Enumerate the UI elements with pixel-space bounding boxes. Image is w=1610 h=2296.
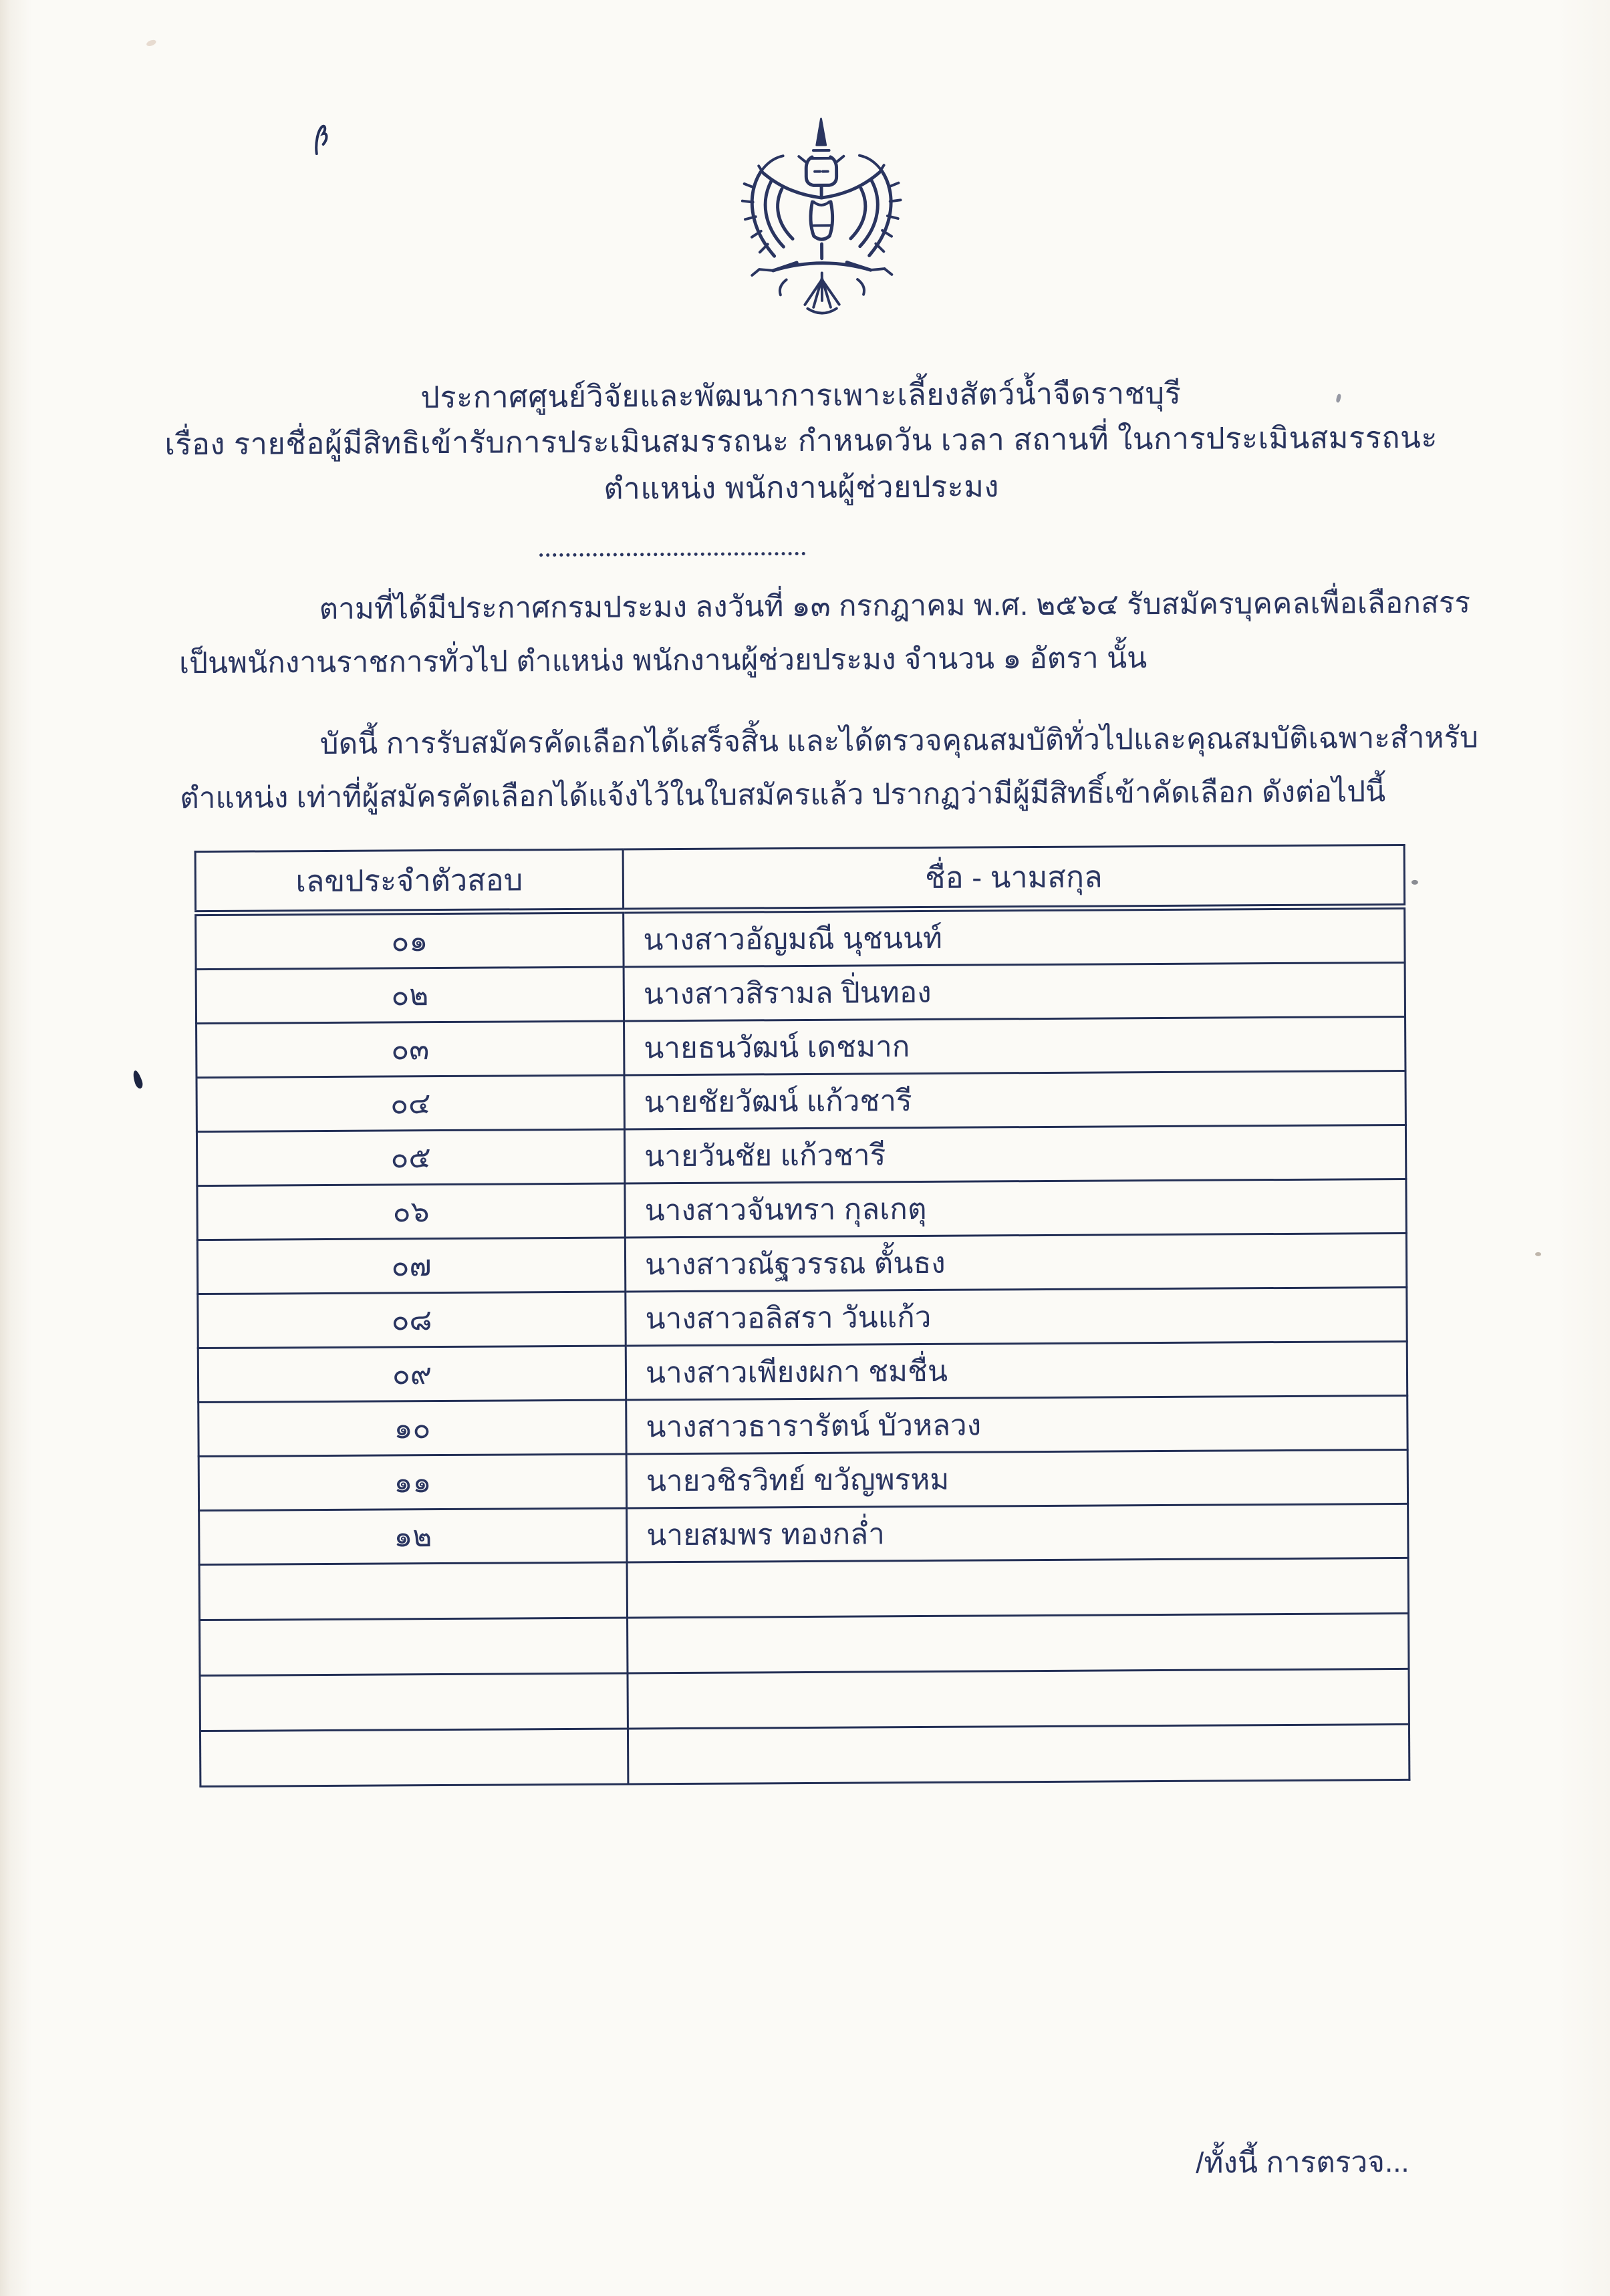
candidate-row bbox=[196, 1125, 1405, 1185]
announcement-subject: เรื่อง รายชื่อผู้มีสิทธิเข้ารับการประเมินสมรรถนะ กำหนดวัน เวลา สถานที่ ในการประเมินสมรรถนะ bbox=[164, 420, 1438, 462]
empty-cell bbox=[199, 1562, 627, 1620]
exam-number-cell: ๐๙ bbox=[198, 1346, 626, 1403]
continuation-note: /ทั้งนี้ การตรวจ... bbox=[1196, 2145, 1410, 2180]
empty-cell bbox=[200, 1618, 628, 1676]
candidate-name-cell: นางสาวเพียงผกา ชมชื่น bbox=[626, 1341, 1407, 1400]
candidate-name-cell: นายวันชัย แก้วชารี bbox=[624, 1125, 1405, 1183]
candidate-row bbox=[197, 1179, 1406, 1240]
exam-number-cell: ๐๑ bbox=[196, 911, 624, 970]
candidate-row bbox=[196, 962, 1405, 1023]
candidate-name-cell: นางสาวณัฐวรรณ ตั้นธง bbox=[625, 1233, 1406, 1292]
garuda-emblem-icon bbox=[720, 114, 922, 353]
candidate-name-cell: นางสาวอัญมณี นุชนนท์ bbox=[624, 906, 1405, 967]
candidate-name-cell: นางสาวอลิสรา วันแก้ว bbox=[626, 1287, 1407, 1346]
header-row bbox=[195, 845, 1404, 913]
exam-number-cell: ๑๐ bbox=[198, 1400, 626, 1457]
exam-number-cell: ๐๖ bbox=[197, 1183, 625, 1240]
candidate-row bbox=[196, 1016, 1405, 1077]
exam-number-cell: ๐๗ bbox=[197, 1238, 625, 1294]
scan-speck bbox=[1412, 880, 1418, 885]
announcement-position: ตำแหน่ง พนักงานผู้ช่วยประมง bbox=[603, 469, 1000, 506]
paragraph1-line1: ตามที่ได้มีประกาศกรมประมง ลงวันที่ ๑๓ กรกฎาคม พ.ศ. ๒๕๖๔ รับสมัครบุคคลเพื่อเลือกสรร bbox=[319, 586, 1471, 626]
empty-cell bbox=[628, 1613, 1409, 1673]
ink-mark-artifact bbox=[314, 124, 329, 155]
exam-number-header: เลขประจำตัวสอบ bbox=[195, 849, 624, 913]
exam-number-cell: ๑๒ bbox=[199, 1508, 627, 1565]
pen-mark-artifact bbox=[131, 1070, 144, 1090]
candidate-row bbox=[196, 1070, 1405, 1131]
candidate-name-cell: นางสาวจันทรา กุลเกตุ bbox=[625, 1179, 1406, 1238]
candidate-name-cell: นายวชิรวิทย์ ขวัญพรหม bbox=[626, 1449, 1407, 1508]
empty-cell bbox=[200, 1729, 628, 1787]
candidate-name-cell: นายชัยวัฒน์ แก้วชารี bbox=[624, 1070, 1405, 1129]
candidate-row bbox=[198, 1341, 1407, 1402]
candidate-name-cell: นางสาวสิรามล ปิ่นทอง bbox=[624, 962, 1405, 1021]
exam-number-cell: ๐๕ bbox=[196, 1129, 624, 1186]
empty-cell bbox=[628, 1669, 1409, 1729]
empty-row bbox=[200, 1669, 1409, 1731]
name-header: ชื่อ - นามสกุล bbox=[623, 845, 1404, 911]
dotted-separator bbox=[539, 535, 805, 557]
announcement-title: ประกาศศูนย์วิจัยและพัฒนาการเพาะเลี้ยงสัตว์น้ำจืดราชบุรี bbox=[420, 376, 1182, 415]
empty-cell bbox=[200, 1673, 628, 1731]
candidate-row bbox=[199, 1503, 1408, 1564]
candidate-name-cell: นายธนวัฒน์ เดชมาก bbox=[624, 1016, 1405, 1075]
candidate-row bbox=[198, 1395, 1407, 1456]
candidate-name-cell: นายสมพร ทองกล่ำ bbox=[627, 1503, 1408, 1562]
candidate-row bbox=[198, 1449, 1407, 1510]
candidate-row bbox=[196, 906, 1405, 969]
exam-number-cell: ๐๔ bbox=[196, 1075, 624, 1132]
empty-row bbox=[200, 1613, 1409, 1675]
paragraph2-line1: บัดนี้ การรับสมัครคัดเลือกได้เสร็จสิ้น และได้ตรวจคุณสมบัติทั่วไปและคุณสมบัติเฉพาะสำหรับ bbox=[319, 721, 1479, 761]
candidate-table-body bbox=[196, 906, 1410, 1786]
candidate-name-cell: นางสาวธารารัตน์ บัวหลวง bbox=[626, 1395, 1407, 1454]
exam-number-cell: ๑๑ bbox=[198, 1454, 626, 1511]
candidate-row bbox=[197, 1233, 1406, 1294]
candidate-table bbox=[194, 844, 1411, 1787]
exam-number-cell: ๐๓ bbox=[196, 1021, 624, 1078]
scan-speck bbox=[1535, 1252, 1541, 1256]
candidate-row bbox=[198, 1287, 1407, 1348]
scan-speck bbox=[146, 39, 157, 47]
exam-number-cell: ๐๒ bbox=[196, 967, 624, 1024]
exam-number-cell: ๐๘ bbox=[198, 1292, 626, 1348]
empty-row bbox=[200, 1724, 1409, 1786]
empty-row bbox=[199, 1558, 1408, 1620]
paragraph2-line2: ตำแหน่ง เท่าที่ผู้สมัครคัดเลือกได้แจ้งไว้ในใบสมัครแล้ว ปรากฏว่ามีผู้มีสิทธิ์เข้าคัดเลือก ดังต่อไปนี้ bbox=[180, 775, 1386, 815]
empty-cell bbox=[628, 1724, 1409, 1784]
candidate-table-head bbox=[195, 845, 1404, 913]
paragraph1-line2: เป็นพนักงานราชการทั่วไป ตำแหน่ง พนักงานผู้ช่วยประมง จำนวน ๑ อัตรา นั้น bbox=[178, 641, 1148, 680]
empty-cell bbox=[627, 1558, 1408, 1618]
